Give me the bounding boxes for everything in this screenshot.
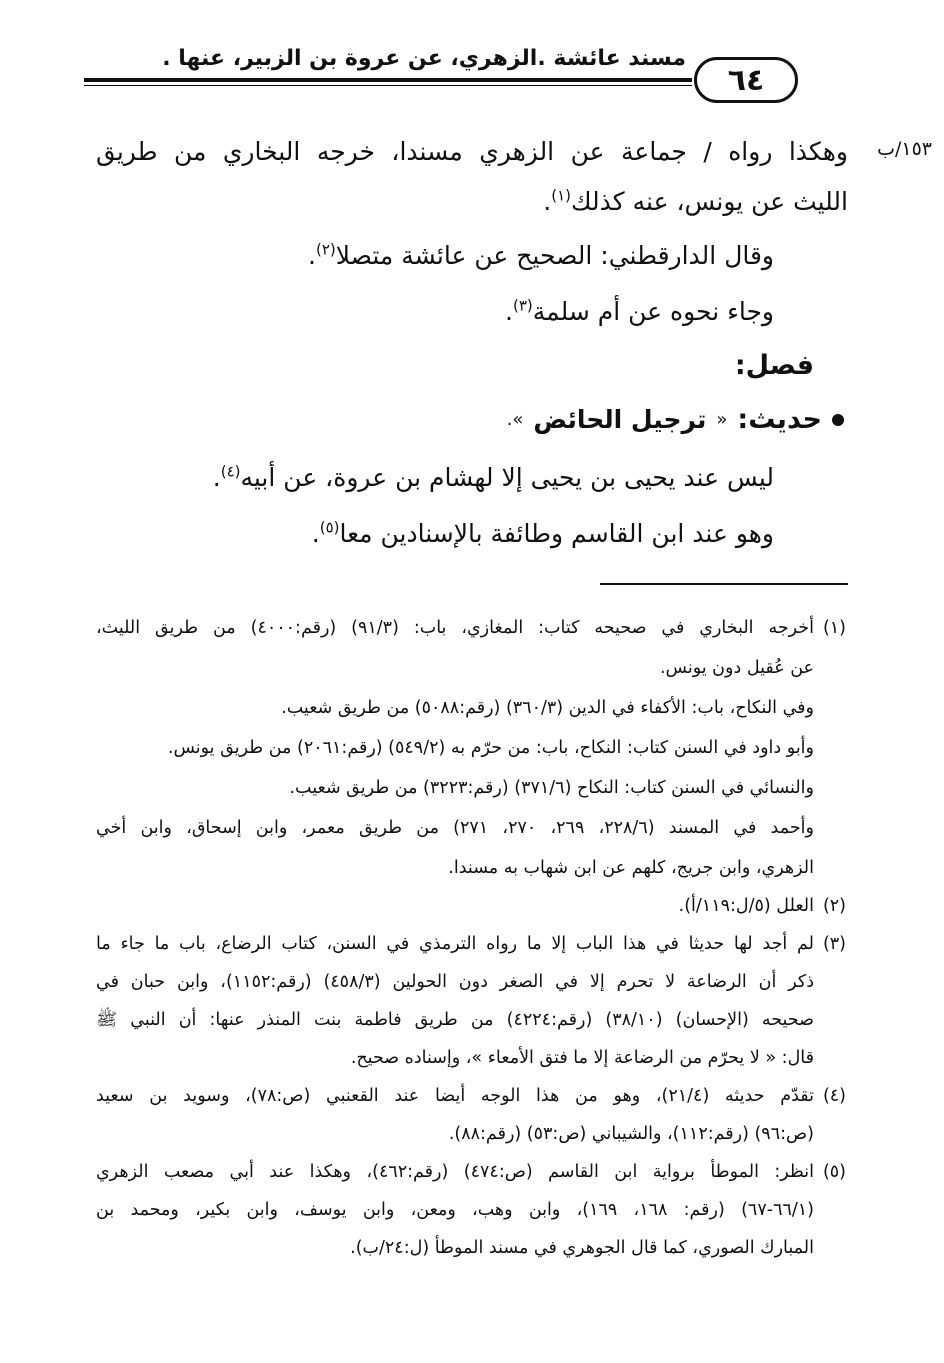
hadith-label: حديث:: [737, 404, 822, 435]
footnote-3-line-2: ذكر أن الرضاعة لا تحرم إلا في الصغر دون الحولين (٤٥٨/٣) (رقم:١١٥٢)، وابن حبان في: [96, 972, 815, 992]
footnote-separator: [600, 583, 848, 585]
footnote-1-line-7: الزهري، وابن جريج، كلهم عن ابن شهاب به مسندا.: [448, 858, 814, 878]
footnote-4-line-1: تقدّم حديثه (٢١/٤)، وهو من هذا الوجه أيضا عند القعنبي (ص:٧٨)، وسويد بن سعيد: [96, 1086, 814, 1106]
main-text-line-4: وجاء نحوه عن أم سلمة$^{(٣)}$.: [505, 296, 774, 326]
footnote-5-line-2: (٦٦/١-٦٧) (رقم: ١٦٨، ١٦٩)، وابن وهب، ومعن، وابن يوسف، وابن بكير، ومحمد بن: [96, 1200, 814, 1220]
running-title: مسند عائشة .الزهري، عن عروة بن الزبير، عنها .: [162, 46, 686, 71]
footnote-3-line-3: صحيحه (الإحسان) (٣٨/١٠) (رقم:٤٢٢٤) من طريق فاطمة بنت المنذر عنها: أن النبي ﷺ: [96, 1010, 814, 1030]
footnote-5-line-3: المبارك الصوري، كما قال الجوهري في مسند الموطأ (ل:٢٤/ب).: [350, 1238, 814, 1258]
footnote-ref-3: (٣): [512, 296, 533, 315]
footnote-5-number: (٥): [822, 1162, 846, 1182]
page-number-badge: ٦٤: [694, 57, 798, 103]
hadith-title: ترجيل الحائض: [533, 405, 707, 434]
footnote-1-line-4: وأبو داود في السنن كتاب: النكاح، باب: من حرّم به (٥٤٩/٢) (رقم:٢٠٦١) من طريق يونس.: [167, 738, 814, 758]
hadith-heading: [507, 404, 844, 435]
main-text-line-3: وقال الدارقطني: الصحيح عن عائشة متصلا$^{(٢)}$.: [308, 240, 774, 270]
footnote-ref-2: (٢): [315, 240, 336, 259]
section-heading: فصل:: [734, 350, 814, 381]
footnote-2-line-1: العلل (٥/ل:١١٩/أ).: [678, 896, 814, 916]
footnote-1-number: (١): [822, 618, 846, 638]
header-rule: [84, 78, 692, 82]
footnote-1-line-5: والنسائي في السنن كتاب: النكاح (٣٧١/٦) (رقم:٣٢٢٣) من طريق شعيب.: [289, 778, 814, 798]
footnote-4-number: (٤): [822, 1086, 846, 1106]
manuscript-folio-note: ١٥٣/ب: [877, 138, 932, 160]
footnote-ref-4: (٤): [220, 462, 241, 481]
footnote-1-line-3: وفي النكاح، باب: الأكفاء في الدين (٣٦٠/٣) (رقم:٥٠٨٨) من طريق شعيب.: [281, 698, 814, 718]
footnote-1-line-2: عن عُقيل دون يونس.: [659, 658, 814, 678]
quote-open: «: [716, 409, 728, 430]
footnote-4-line-2: (ص:٩٦) (رقم:١١٢)، والشيباني (ص:٥٣) (رقم:٨٨).: [448, 1124, 814, 1144]
footnote-2-number: (٢): [822, 896, 846, 916]
footnote-3-line-1: لم أجد لها حديثا في هذا الباب إلا ما رواه الترمذي في السنن، كتاب الرضاع، باب ما جاء ما: [96, 934, 814, 954]
footnote-1-line-1: أخرجه البخاري في صحيحه كتاب: المغازي، باب: (٩١/٣) (رقم:٤٠٠٠) من طريق الليث،: [96, 618, 814, 638]
footnote-3-line-4: قال: « لا يحرّم من الرضاعة إلا ما فتق الأمعاء »، وإسناده صحيح.: [350, 1048, 814, 1068]
footnote-1-line-6: وأحمد في المسند (٢٢٨/٦، ٢٦٩، ٢٧٠، ٢٧١) من طريق معمر، وابن إسحاق، وابن أخي: [96, 818, 814, 838]
footnote-3-number: (٣): [822, 934, 846, 954]
header-rule-thin: [84, 85, 692, 86]
footnote-5-line-1: انظر: الموطأ برواية ابن القاسم (ص:٤٧٤) (رقم:٤٦٢)، وهكذا عند أبي مصعب الزهري: [96, 1162, 815, 1182]
main-text-line-1: وهكذا رواه / جماعة عن الزهري مسندا، خرجه البخاري من طريق: [96, 137, 848, 166]
main-text-line-5: ليس عند يحيى بن يحيى إلا لهشام بن عروة، عن أبيه$^{(٤)}$.: [212, 462, 774, 492]
main-text-line-6: وهو عند ابن القاسم وطائفة بالإسنادين معا$^{(٥)}$.: [311, 518, 774, 548]
quote-close: ».: [506, 409, 524, 430]
footnote-ref-5: (٥): [319, 518, 340, 537]
footnote-ref-1: (١): [551, 186, 571, 205]
main-text-line-2: الليث عن يونس، عنه كذلك$^{(١)}$.: [543, 186, 848, 216]
bullet-icon: [832, 414, 844, 426]
